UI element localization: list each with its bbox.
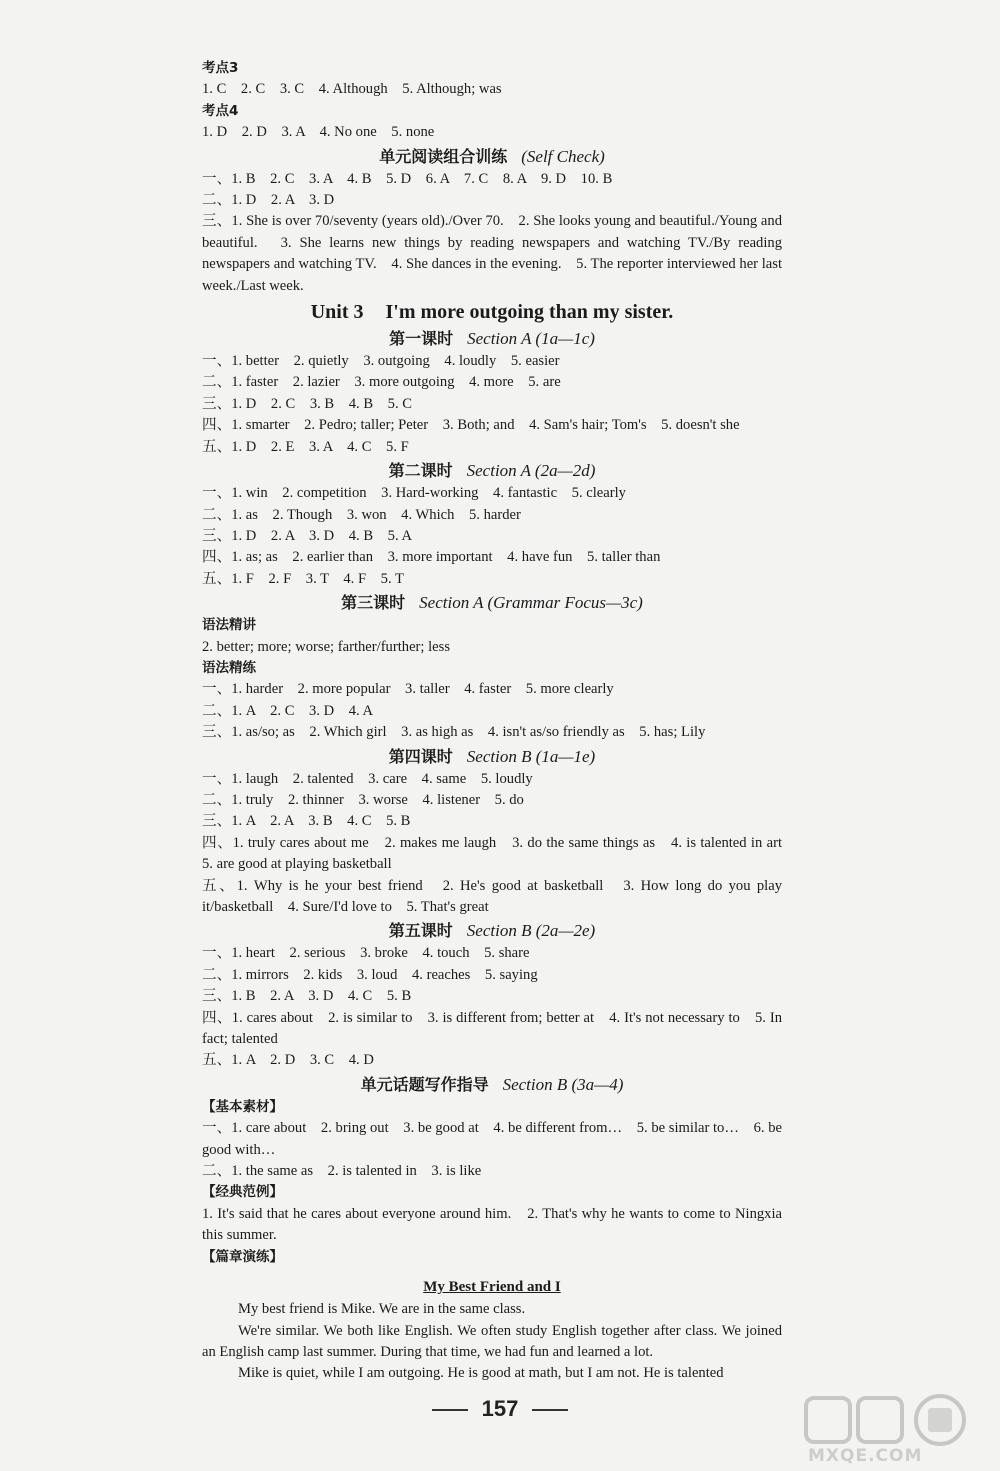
answer-paragraph: 1. It's said that he cares about everyone around him. 2. That's why he wants to come to Ningxia this summer. [202, 1205, 782, 1244]
answer-line: 一、1. B 2. C 3. A 4. B 5. D 6. A 7. C 8. A 9. D 10. B [202, 170, 613, 187]
lesson-section: Section B (1a—1e) [466, 746, 596, 766]
answer-paragraph: 四、1. cares about 2. is similar to 3. is different from; better at 4. It's not necessary to 5. In fact; talented [202, 1009, 782, 1048]
answer-line: 三、1. as/so; as 2. Which girl 3. as high as 4. isn't as/so friendly as 5. has; Lily [202, 724, 706, 741]
self-check-title: 单元阅读组合训练 [379, 146, 508, 166]
lesson-title: 第四课时 [388, 746, 453, 766]
essay-paragraph: My best friend is Mike. We are in the same class. [238, 1301, 526, 1318]
answer-line: 二、1. faster 2. lazier 3. more outgoing 4. more 5. are [202, 374, 561, 391]
answer-line: 二、1. mirrors 2. kids 3. loud 4. reaches 5. saying [202, 966, 538, 983]
self-check-subtitle: (Self Check) [521, 146, 605, 166]
exam-point-4-heading: 考点4 [202, 102, 239, 119]
answer-line: 1. C 2. C 3. C 4. Although 5. Although; was [202, 81, 502, 98]
answer-line: 1. D 2. D 3. A 4. No one 5. none [202, 124, 435, 141]
answer-line: 二、1. as 2. Though 3. won 4. Which 5. harder [202, 506, 521, 523]
self-check-heading [202, 145, 782, 168]
answer-line: 二、1. D 2. A 3. D [202, 192, 335, 209]
grammar-practice-heading: 语法精练 [202, 659, 256, 676]
lesson-section: Section B (2a—2e) [466, 921, 596, 941]
answer-paragraph: 四、1. truly cares about me 2. makes me laugh 3. do the same things as 4. is talented in art 5. are good at playing basketball [202, 834, 797, 873]
grammar-explanation-heading: 语法精讲 [202, 617, 256, 634]
answer-line: 三、1. D 2. C 3. B 4. B 5. C [202, 395, 413, 412]
answer-line: 三、1. B 2. A 3. D 4. C 5. B [202, 988, 412, 1005]
watermark-logo [800, 1392, 995, 1467]
lesson-title: 第二课时 [388, 461, 453, 481]
lesson-4-heading [202, 745, 782, 768]
unit-number: Unit 3 [310, 301, 364, 324]
answer-line: 一、1. heart 2. serious 3. broke 4. touch 5. share [202, 945, 530, 962]
answer-line: 三、1. A 2. A 3. B 4. C 5. B [202, 813, 411, 830]
answer-line: 三、1. D 2. A 3. D 4. B 5. A [202, 527, 413, 544]
basic-materials-heading: 【基本素材】 [202, 1098, 283, 1115]
lesson-section: Section A (Grammar Focus—3c) [419, 593, 643, 613]
classic-examples-heading: 【经典范例】 [202, 1184, 283, 1201]
answer-line: 2. better; more; worse; farther/further; less [202, 638, 451, 655]
answer-paragraph: 五、1. Why is he your best friend 2. He's good at basketball 3. How long do you play it/basketball 4. Sure/I'd love to 5. That's great [202, 877, 782, 915]
answer-line: 一、1. better 2. quietly 3. outgoing 4. loudly 5. easier [202, 353, 560, 370]
lesson-title: 第一课时 [389, 329, 454, 349]
essay-title: My Best Friend and I [423, 1279, 561, 1296]
answer-line: 五、1. A 2. D 3. C 4. D [202, 1052, 374, 1069]
lesson-section: Section A (1a—1c) [467, 329, 595, 349]
lesson-5-heading [202, 919, 782, 942]
answer-paragraph: 三、1. She is over 70/seventy (years old)./Over 70. 2. She looks young and beautiful./Young and beautiful. 3. She learns new things by reading newspapers and watching TV./By reading newspapers and watching TV. 4. She dances in the evening. 5. The reporter interviewed her last week./Last week. [202, 213, 782, 294]
lesson-1-heading [202, 327, 782, 350]
answer-line: 一、1. win 2. competition 3. Hard-working 4. fantastic 5. clearly [202, 485, 626, 502]
lesson-section: Section A (2a—2d) [466, 461, 596, 481]
page-number-dash-left [432, 1409, 468, 1411]
answer-line: 二、1. the same as 2. is talented in 3. is like [202, 1163, 482, 1180]
answer-paragraph: 四、1. smarter 2. Pedro; taller; Peter 3. Both; and 4. Sam's hair; Tom's 5. doesn't she [202, 417, 740, 434]
unit-title [202, 299, 782, 325]
answer-line: 四、1. as; as 2. earlier than 3. more important 4. have fun 5. taller than [202, 549, 661, 566]
answer-line: 五、1. D 2. E 3. A 4. C 5. F [202, 438, 409, 455]
lesson-2-heading [202, 459, 782, 482]
answer-key-content [202, 58, 797, 1385]
answer-line: 一、1. harder 2. more popular 3. taller 4. faster 5. more clearly [202, 681, 614, 698]
writing-guide-title: 单元话题写作指导 [360, 1074, 489, 1094]
answer-line: 一、1. laugh 2. talented 3. care 4. same 5. loudly [202, 770, 533, 787]
answer-line: 二、1. A 2. C 3. D 4. A [202, 702, 374, 719]
page-number-dash-right [532, 1409, 568, 1411]
essay-paragraph: We're similar. We both like English. We often study English together after class. We joined an English camp last summer. During that time, we had fun and learned a lot. [202, 1322, 782, 1360]
writing-guide-heading [202, 1073, 782, 1096]
unit-name: I'm more outgoing than my sister. [385, 301, 674, 324]
page-number-text: 157 [481, 1396, 519, 1421]
lesson-title: 第五课时 [388, 921, 453, 941]
watermark-logo-mark [800, 1392, 995, 1448]
watermark-url: MXQE.COM [808, 1446, 923, 1466]
writing-guide-section: Section B (3a—4) [502, 1074, 624, 1094]
answer-paragraph: 一、1. care about 2. bring out 3. be good at 4. be different from… 5. be similar to… 6. be good with… [202, 1120, 782, 1158]
exam-point-3-heading: 考点3 [202, 60, 239, 76]
lesson-title: 第三课时 [341, 593, 406, 613]
lesson-3-heading [202, 591, 782, 614]
answer-line: 五、1. F 2. F 3. T 4. F 5. T [202, 570, 404, 587]
answer-line: 二、1. truly 2. thinner 3. worse 4. listener 5. do [202, 791, 524, 808]
essay-practice-heading: 【篇章演练】 [202, 1248, 283, 1265]
essay-paragraph: Mike is quiet, while I am outgoing. He is good at math, but I am not. He is talented [238, 1365, 724, 1382]
